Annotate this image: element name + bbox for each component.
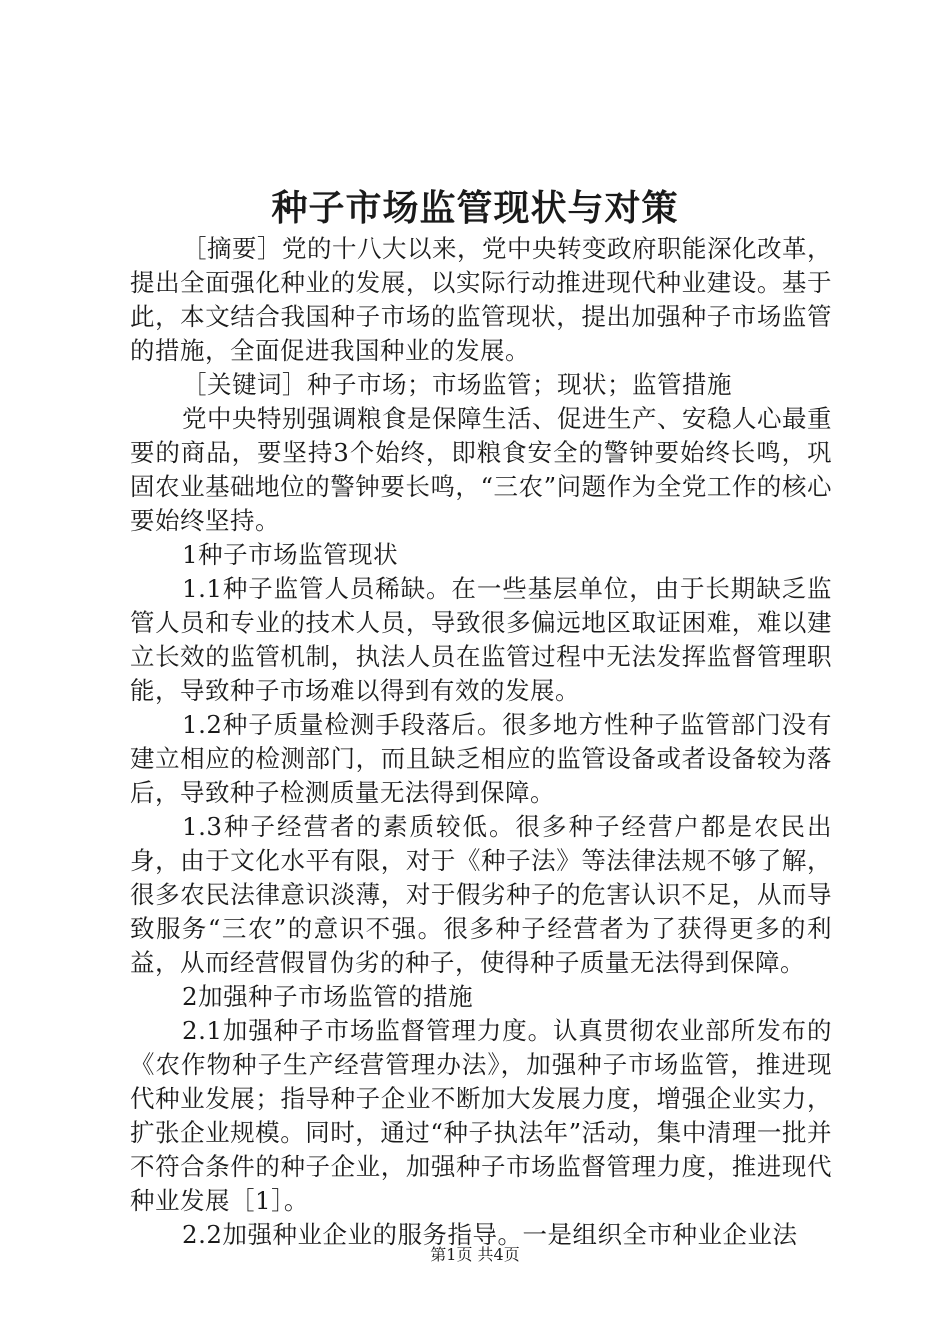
intro-paragraph: 党中央特别强调粮食是保障生活、促进生产、安稳人心最重要的商品，要坚持3个始终，即粮食安全的警钟要始终长鸣，巩固农业基础地位的警钟要长鸣，“三农”问题作为全党工作的核心要始终坚持。 bbox=[130, 404, 832, 535]
paragraph-2-1: 2.1加强种子市场监督管理力度。认真贯彻农业部所发布的《农作物种子生产经营管理办法》，加强种子市场监管，推进现代种业发展；指导种子企业不断加大发展力度，增强企业实力，扩张企业规模。同时，通过“种子执法年”活动，集中清理一批并不符合条件的种子企业，加强种子市场监督管理力度，推进现代种业发展［1］。 bbox=[130, 1016, 832, 1215]
keywords-paragraph: ［关键词］种子市场；市场监管；现状；监管措施 bbox=[182, 370, 732, 399]
abstract-paragraph: ［摘要］党的十八大以来，党中央转变政府职能深化改革，提出全面强化种业的发展，以实际行动推进现代种业建设。基于此，本文结合我国种子市场的监管现状，提出加强种子市场监管的措施，全面促进我国种业的发展。 bbox=[130, 234, 832, 365]
paragraph-2-2: 2.2加强种业企业的服务指导。一是组织全市种业企业法 bbox=[182, 1220, 798, 1249]
document-title: 种子市场监管现状与对策 bbox=[271, 187, 679, 229]
paragraph-1-3: 1.3种子经营者的素质较低。很多种子经营户都是农民出身，由于文化水平有限，对于《种子法》等法律法规不够了解，很多农民法律意识淡薄，对于假劣种子的危害认识不足，从而导致服务“三农”的意识不强。很多种子经营者为了获得更多的利益，从而经营假冒伪劣的种子，使得种子质量无法得到保障。 bbox=[130, 812, 832, 977]
section-heading-2: 2加强种子市场监管的措施 bbox=[182, 982, 474, 1011]
page-footer: 第1页 共4页 bbox=[430, 1245, 520, 1264]
section-heading-1: 1种子市场监管现状 bbox=[182, 540, 399, 569]
paragraph-1-1: 1.1种子监管人员稀缺。在一些基层单位，由于长期缺乏监管人员和专业的技术人员，导致很多偏远地区取证困难，难以建立长效的监管机制，执法人员在监管过程中无法发挥监督管理职能，导致种子市场难以得到有效的发展。 bbox=[130, 574, 832, 705]
paragraph-1-2: 1.2种子质量检测手段落后。很多地方性种子监管部门没有建立相应的检测部门，而且缺乏相应的监管设备或者设备较为落后，导致种子检测质量无法得到保障。 bbox=[130, 710, 832, 807]
document-body bbox=[130, 232, 832, 1252]
